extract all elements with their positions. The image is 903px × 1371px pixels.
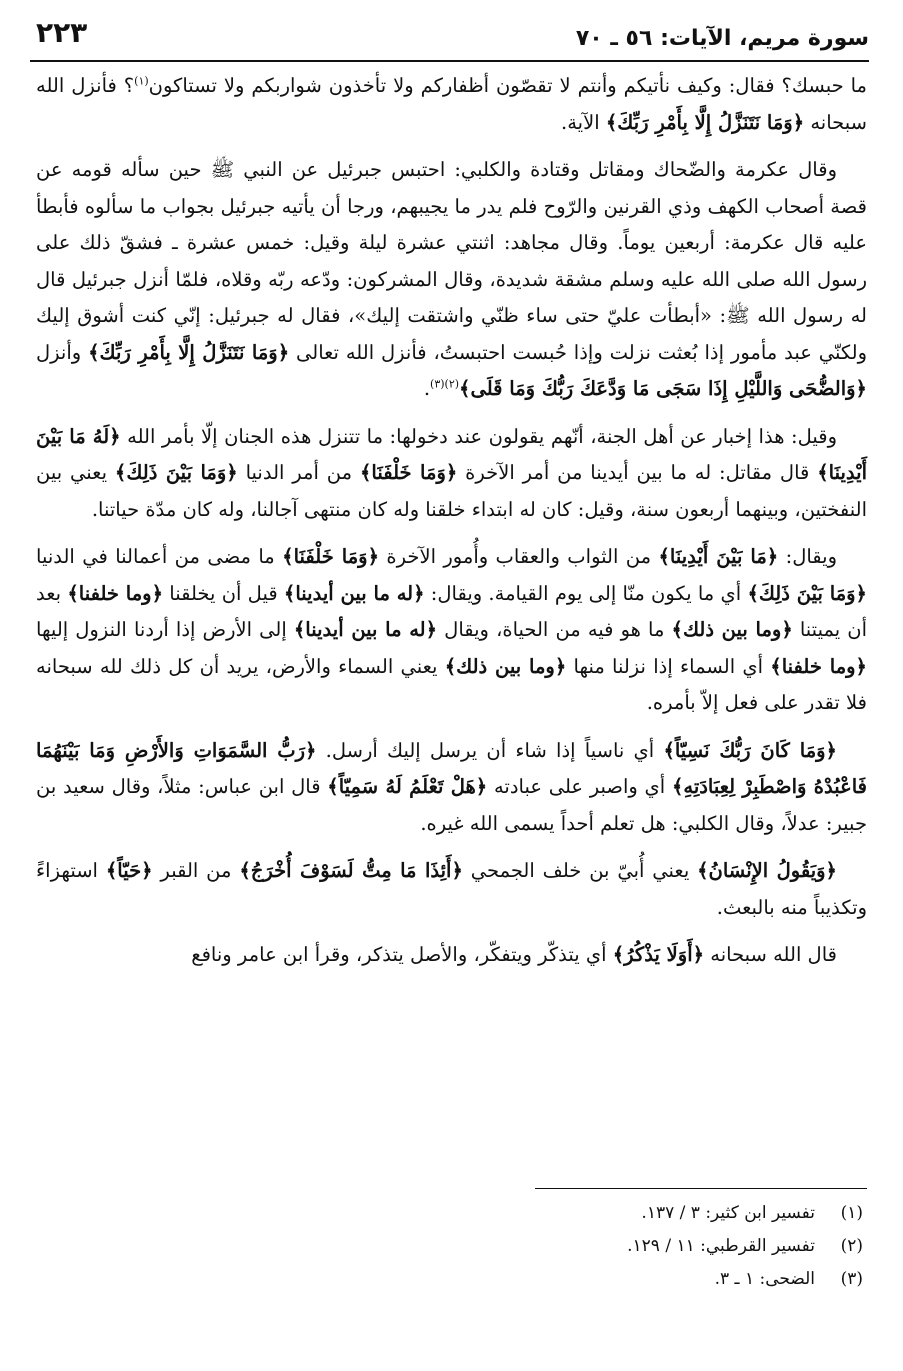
footnote-ref: (٢)(٣) [430, 377, 460, 391]
text: أي ناسياً إذا شاء أن يرسل إليك أرسل. [316, 738, 664, 762]
quran-quote: ﴿أَئِذَا مَا مِتُّ لَسَوْفَ أُخْرَجُ﴾ [239, 859, 463, 882]
quran-quote: ﴿وَمَا بَيْنَ ذَلِكَ﴾ [114, 461, 238, 484]
footnote-ref: (١) [134, 74, 149, 88]
footnote-number: (٢) [840, 1236, 863, 1256]
text: استهزاءً وتكذيباً منه بالبعث. [36, 859, 867, 919]
quran-quote: ﴿لَهُ مَا بَيْنَ أَيْدِينَا﴾ [36, 424, 868, 484]
quran-quote: ﴿مَا بَيْنَ أَيْدِينَا﴾ [658, 545, 779, 568]
text: قال الله سبحانه [704, 943, 837, 966]
quran-quote: ﴿له ما بين أيدينا﴾ [283, 581, 425, 605]
running-header [30, 8, 869, 62]
footnote-text: تفسير ابن كثير: ٣ / ١٣٧. [641, 1203, 815, 1223]
quran-quote: ﴿حَيّاً﴾ [105, 859, 153, 882]
quran-quote: ﴿وما خلفنا﴾ [770, 654, 867, 678]
quran-quote: ﴿وَمَا خَلْفَنَا﴾ [282, 545, 380, 568]
footnote [300, 1230, 863, 1263]
text: الآية. [561, 110, 606, 134]
text: ما مضى من أعمالنا في الدنيا [36, 545, 283, 568]
text: ويقال: [778, 545, 838, 568]
text: بعد أن يميتنا [36, 581, 867, 641]
quran-quote: ﴿وَالضُّحَى وَاللَّيْلِ إِذَا سَجَى مَا وَدَّعَكَ رَبُّكَ وَمَا قَلَى﴾ [459, 377, 867, 400]
quran-quote: ﴿رَبُّ السَّمَوَاتِ وَالأَرْضِ وَمَا بَيْنَهُمَا فَاعْبُدْهُ وَاصْطَبِرْ لِعِبَادَتِهِ﴾ [36, 738, 867, 798]
page-number: ٢٢٣ [36, 16, 88, 49]
text: من القبر [152, 859, 240, 882]
text: وقال عكرمة والضّحاك ومقاتل وقتادة والكلبي: احتبس جبرئيل عن النبي ﷺ حين سأله قومه عن قصة أصحاب الكهف وذي القرنين والرّوح فلم يدر ما يجيبهم، ورجا أن يأتيه جبرئيل بجواب ما سألوه فأبطأ عليه قال عكرمة: أربعين يوماً. وقال مجاهد: اثنتي عشرة ليلة وقيل: خمس عشرة ـ فشقّ ذلك على رسول الله صلى الله عليه وسلم مشقة شديدة، وقال المشركون: ودّعه ربّه وقلاه، فلمّا أنزل جبرئيل قال له رسول الله ﷺ: «أبطأت عليّ حتى ساء ظنّي واشتقت إليك»، فقال له جبرئيل: إنّي كنت أشوق إليك ولكنّي عبد مأمور إذا بُعثت نزلت وإذا حُبست احتبستُ، فأنزل الله تعالى [36, 158, 868, 364]
footnote-number: (٣) [840, 1269, 863, 1289]
text: من الثواب والعقاب وأُمور الآخرة [379, 545, 659, 568]
text: يعني أُبيّ بن خلف الجمحي [462, 859, 698, 882]
footnote-number: (١) [840, 1203, 863, 1223]
text: إلى الأرض إذا أردنا النزول إليها [36, 618, 294, 641]
text: . [423, 377, 431, 400]
quran-quote: ﴿وَمَا نَتَنَزَّلُ إِلَّا بِأَمْرِ رَبِّكَ﴾ [88, 340, 290, 364]
paragraph-7 [36, 937, 867, 974]
text: يعني السماء والأرض، يريد أن كل ذلك لله سبحانه فلا تقدر على فعل إلاّ بأمره. [36, 654, 867, 714]
quran-quote: ﴿وَمَا نَتَنَزَّلُ إِلَّا بِأَمْرِ رَبِّكَ﴾ [605, 110, 805, 134]
quran-quote: ﴿أَوَلَا يَذْكُرُ﴾ [612, 943, 705, 966]
text: يعني بين النفختين، وبينهما أربعون سنة، وقيل: كان له ابتداء خلقنا وله كان منتهى آجالنا، وله كان مدّة حياتنا. [36, 461, 867, 521]
quran-quote: ﴿له ما بين أيدينا﴾ [293, 618, 438, 641]
text: ؟ فأنزل الله سبحانه [36, 74, 867, 134]
text: أي يتذكّر ويتفكّر، والأصل يتذكر، وقرأ ابن عامر ونافع [191, 943, 613, 966]
footnote-text: تفسير القرطبي: ١١ / ١٢٩. [627, 1236, 815, 1256]
quran-quote: ﴿وَمَا خَلْفَنَا﴾ [359, 461, 458, 484]
quran-quote: ﴿وَمَا بَيْنَ ذَلِكَ﴾ [747, 581, 867, 605]
quran-quote: ﴿هَلْ تَعْلَمُ لَهُ سَمِيّاً﴾ [327, 775, 488, 798]
quran-quote: ﴿وَمَا كَانَ رَبُّكَ نَسِيّاً﴾ [663, 738, 837, 762]
paragraph-5 [36, 733, 867, 843]
text: قال مقاتل: له ما بين أيدينا من أمر الآخرة [457, 461, 818, 484]
quran-quote: ﴿وما خلفنا﴾ [67, 581, 164, 605]
footnotes [300, 1197, 863, 1296]
body-text [36, 68, 867, 985]
paragraph-2 [36, 152, 867, 408]
footnote [300, 1263, 863, 1296]
header-title: سورة مريم، الآيات: ٥٦ ـ ٧٠ [575, 26, 869, 51]
text: وأنزل [36, 340, 89, 364]
footnote-divider [535, 1188, 867, 1189]
footnote-text: الضحى: ١ ـ ٣. [714, 1269, 815, 1289]
text: أي واصبر على عبادته [487, 775, 672, 798]
text: أي السماء إذا نزلنا منها [566, 654, 771, 678]
text: قال ابن عباس: مثلاً، وقال سعيد بن جبير: عدلاً، وقال الكلبي: هل تعلم أحداً يسمى الله غيره. [36, 775, 867, 835]
text: وقيل: هذا إخبار عن أهل الجنة، أنّهم يقولون عند دخولها: ما تتنزل هذه الجنان إلّا بأمر الله [120, 424, 837, 448]
text: قيل أن يخلقنا [163, 581, 284, 605]
text: ما هو فيه من الحياة، ويقال [437, 618, 672, 641]
paragraph-3 [36, 419, 867, 529]
text: أي ما يكون منّا إلى يوم القيامة. ويقال: [424, 581, 748, 605]
paragraph-6 [36, 853, 867, 926]
text: ما حبسك؟ فقال: وكيف نأتيكم وأنتم لا تقصّون أظفاركم ولا تأخذون شواربكم ولا تستاكون [148, 74, 867, 97]
text: من أمر الدنيا [237, 461, 360, 484]
quran-quote: ﴿وما بين ذلك﴾ [444, 654, 567, 678]
quran-quote: ﴿وَيَقُولُ الإِنْسَانُ﴾ [697, 859, 837, 882]
quran-quote: ﴿وما بين ذلك﴾ [671, 618, 793, 641]
paragraph-4 [36, 539, 867, 722]
footnote [300, 1197, 863, 1230]
paragraph-1 [36, 68, 867, 141]
